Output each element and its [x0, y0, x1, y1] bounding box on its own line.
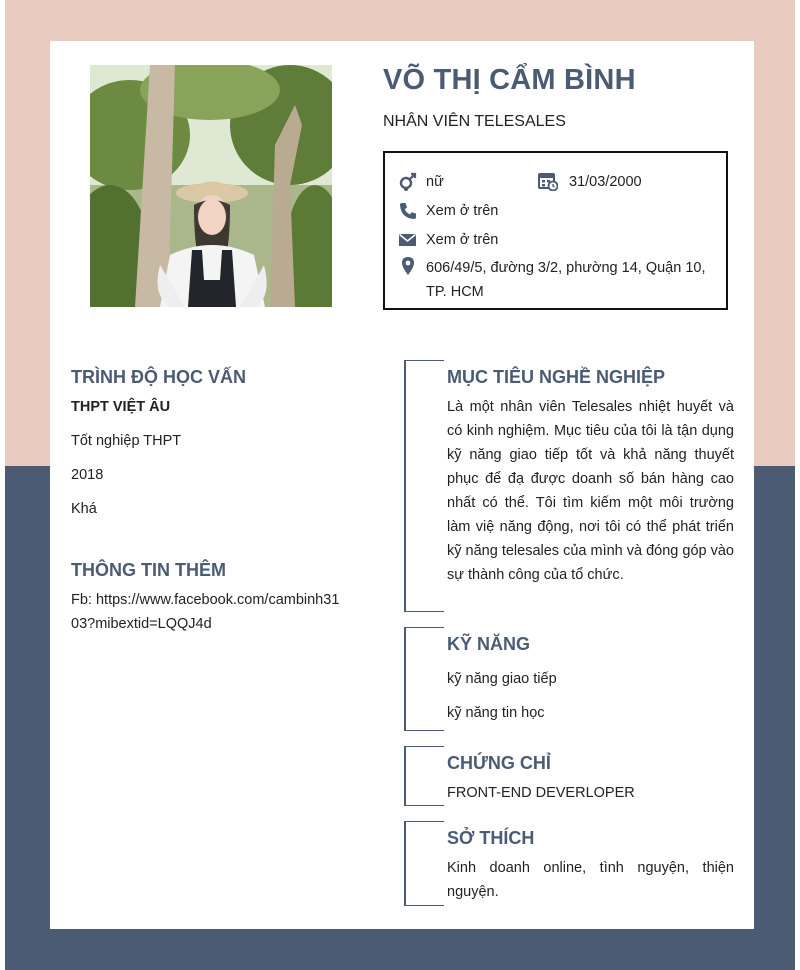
profile-photo [90, 65, 332, 307]
address-value: 606/49/5, đường 3/2, phường 14, Quận 10, TP. HCM [426, 260, 706, 300]
calendar-icon [538, 171, 558, 191]
certificates-bracket [404, 746, 444, 806]
birthdate-value: 31/03/2000 [569, 174, 642, 190]
skills-bracket [404, 627, 444, 731]
hobbies-bracket [404, 821, 444, 906]
location-icon [398, 256, 418, 276]
education-title: TRÌNH ĐỘ HỌC VẤN [71, 367, 246, 387]
additional-info-title: THÔNG TIN THÊM [71, 560, 226, 580]
hobbies-title: SỞ THÍCH [447, 828, 535, 848]
email-icon [398, 230, 418, 250]
job-title: NHÂN VIÊN TELESALES [383, 113, 566, 130]
certificates-title: CHỨNG CHỈ [447, 753, 551, 773]
phone-value: Xem ở trên [426, 203, 499, 219]
education-degree: Tốt nghiệp THPT [71, 433, 182, 449]
education-school: THPT VIỆT ÂU [71, 399, 171, 415]
hobbies-text: Kinh doanh online, tình nguyện, thiện nguyện. [447, 860, 734, 900]
skill-item: kỹ năng tin học [447, 705, 545, 721]
gender-value: nữ [426, 174, 444, 190]
certificate-item: FRONT-END DEVERLOPER [447, 785, 635, 801]
phone-icon [398, 201, 418, 221]
facebook-link-line1: Fb: https://www.facebook.com/cambinh31 [71, 592, 340, 608]
objective-text: Là một nhân viên Telesales nhiệt huyết và có kinh nghiệm. Mục tiêu của tôi là tận dụng kỹ năng giao tiếp tốt và khả năng thuyết phục để đạ được doanh số bán hàng cao nhất có thể. Tôi tìm kiếm một môi trường làm việ năng động, nơi tôi có thể phát triển kỹ năng telesales của mình và đóng góp vào sự thành công của tổ chức. [447, 399, 734, 583]
objective-title: MỤC TIÊU NGHỀ NGHIỆP [447, 367, 666, 387]
candidate-name: VÕ THỊ CẨM BÌNH [383, 64, 636, 96]
gender-icon [398, 171, 418, 191]
education-grade: Khá [71, 501, 97, 517]
email-value: Xem ở trên [426, 232, 499, 248]
skills-title: KỸ NĂNG [447, 634, 531, 654]
skill-item: kỹ năng giao tiếp [447, 671, 557, 687]
objective-bracket [404, 360, 444, 612]
facebook-link-line2: 03?mibextid=LQQJ4d [71, 616, 212, 632]
education-year: 2018 [71, 467, 104, 483]
